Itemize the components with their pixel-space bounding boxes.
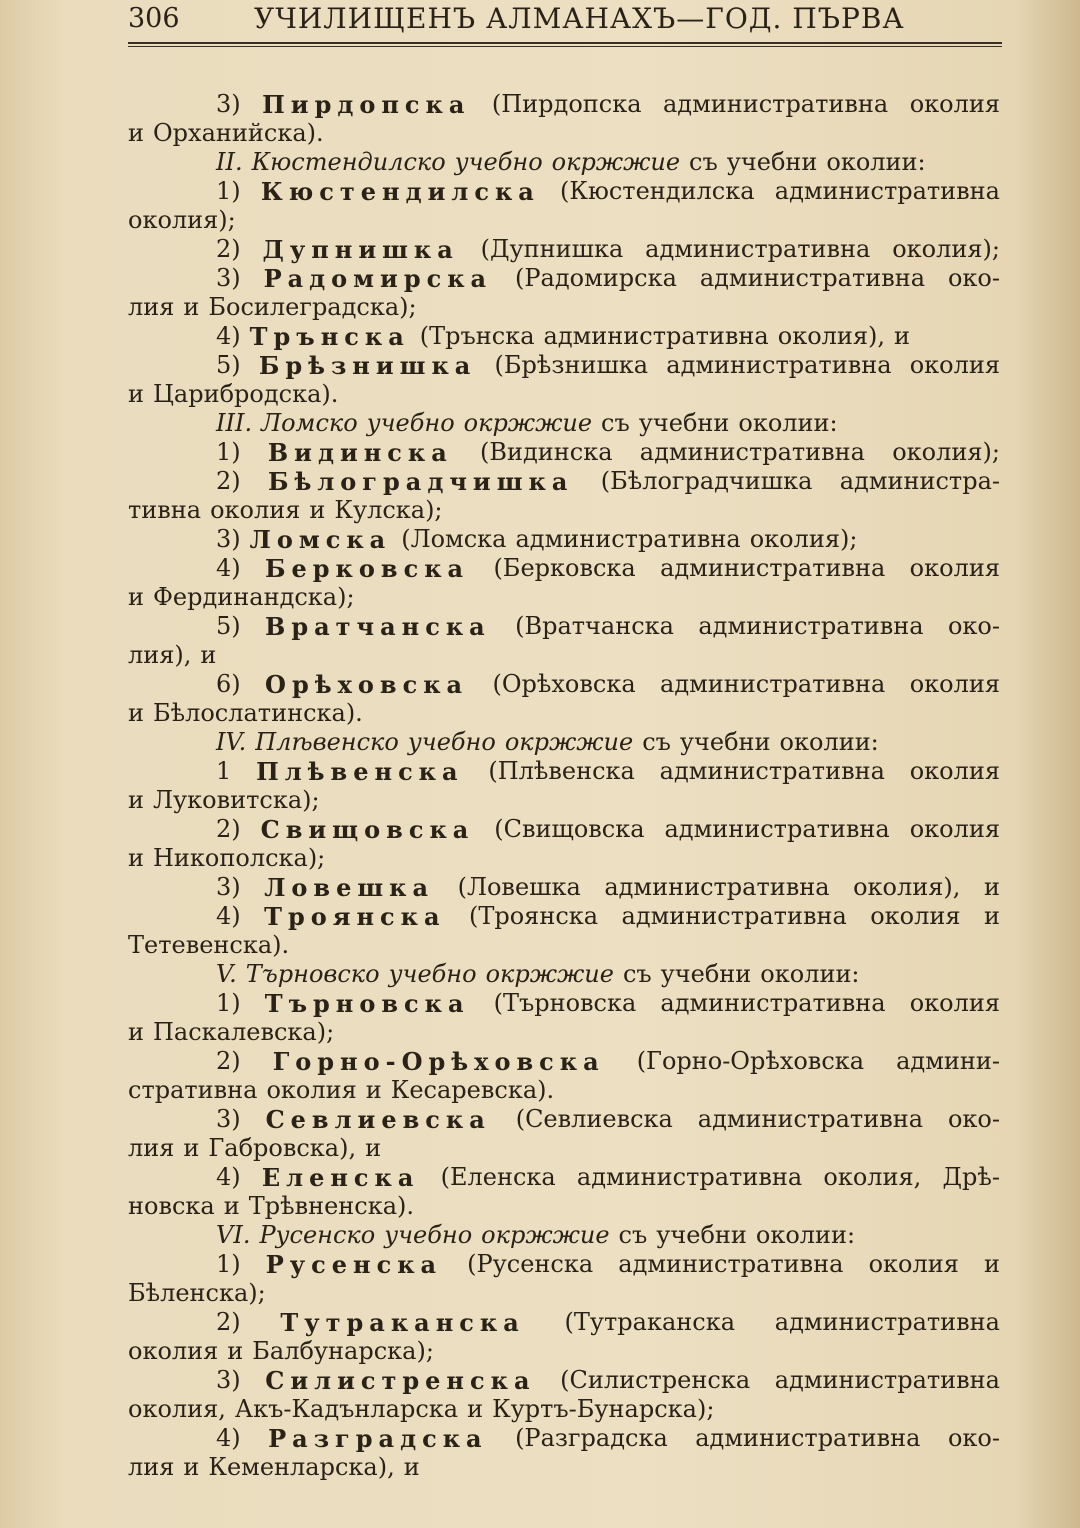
text-word: и [894, 322, 911, 350]
text-word: административна [774, 1308, 1000, 1336]
text-word: и [128, 844, 144, 872]
text-word: учебни [726, 148, 818, 176]
text-line [128, 177, 1000, 206]
text-line [128, 351, 1000, 380]
text-word: административна [699, 264, 926, 292]
text-word: (Пирдопска [491, 90, 642, 118]
text-line [128, 931, 1000, 960]
district-name: Ломска [249, 525, 392, 554]
text-word: Кесаревска). [390, 1076, 555, 1104]
region-heading-word: окржжие [463, 409, 593, 437]
text-word: и [128, 786, 144, 814]
text-line [128, 1047, 1000, 1076]
text-line [128, 467, 1000, 496]
text-word: околия); [128, 206, 236, 234]
text-line [128, 1453, 1000, 1482]
text-line [128, 873, 1000, 902]
text-word: Царибродска). [153, 380, 339, 408]
text-word: (Троянска [469, 902, 599, 930]
text-word: 4) [216, 1424, 241, 1452]
text-word: Никополска); [153, 844, 326, 872]
text-word: учебни [679, 728, 771, 756]
text-word: Дрѣ- [942, 1163, 1000, 1191]
text-word: (Горно-Орѣховска [636, 1047, 865, 1075]
text-word: и [200, 641, 217, 669]
text-word: и [983, 902, 1000, 930]
text-line [128, 235, 1000, 264]
district-name: Берковска [265, 554, 470, 583]
text-word: 2) [216, 467, 241, 495]
text-line [128, 1279, 1000, 1308]
text-word: око- [947, 1424, 1000, 1452]
district-name: Троянска [264, 902, 446, 931]
district-name: Русенска [265, 1250, 443, 1279]
text-word: Габровска), [208, 1134, 357, 1162]
text-word: новска [128, 1192, 215, 1220]
district-name: Горно-Орѣховска [272, 1047, 605, 1076]
text-word: (Кюстендилска [560, 177, 755, 205]
text-word: 1) [216, 989, 241, 1017]
text-word: околия [909, 757, 1000, 785]
text-word: Босилеградска); [208, 293, 417, 321]
text-word: админи- [896, 1047, 1000, 1075]
text-line [128, 699, 1000, 728]
text-line [128, 322, 1000, 351]
text-word: административна [698, 612, 924, 640]
text-word: 2) [216, 1047, 241, 1075]
text-word: (Търновска [493, 989, 637, 1017]
text-word: администра- [839, 467, 1000, 495]
district-name: Видинска [267, 438, 453, 467]
text-word: учебни [656, 1221, 747, 1249]
district-name: Вратчанска [265, 612, 491, 641]
text-word: околия, [823, 1163, 922, 1191]
text-line [128, 1337, 1000, 1366]
text-word: Бѣленска); [128, 1279, 266, 1307]
text-word: 4) [216, 554, 241, 582]
district-name: Еленска [261, 1163, 420, 1192]
text-word: съ [642, 728, 671, 756]
text-word: 2) [216, 235, 241, 263]
text-line [128, 380, 1000, 409]
text-word: околии: [738, 409, 838, 437]
text-word: околии: [826, 148, 926, 176]
text-line [128, 1163, 1000, 1192]
text-word: околия), [853, 873, 961, 901]
text-word: съ [689, 148, 718, 176]
text-word: 1) [216, 1250, 241, 1278]
text-word: административна [664, 815, 890, 843]
text-word: и [983, 1250, 1000, 1278]
text-word: административна [666, 351, 892, 379]
text-line [128, 438, 1000, 467]
text-line [128, 960, 1000, 989]
text-word: административна [645, 235, 871, 263]
text-word: (Вратчанска [515, 612, 674, 640]
text-word: Бѣлослатинска). [153, 699, 363, 727]
text-word: и [309, 496, 326, 524]
text-line [128, 583, 1000, 612]
text-word: и [128, 1018, 144, 1046]
text-word: лия), [128, 641, 192, 669]
text-word: и [128, 380, 144, 408]
running-title: УЧИЛИЩЕНЪ АЛМАНАХЪ—ГОД. ПЪРВА [254, 1, 905, 35]
text-word: административна [697, 1105, 924, 1133]
text-word: (Еленска [440, 1163, 556, 1191]
text-line [128, 1308, 1000, 1337]
text-line [128, 757, 1000, 786]
text-word: стративна [128, 1076, 258, 1104]
district-name: Пирдопска [262, 90, 471, 119]
text-word: 1) [216, 438, 241, 466]
text-word: околии: [779, 728, 879, 756]
text-line [128, 119, 1000, 148]
region-heading-word: окржжие [481, 1221, 610, 1249]
district-name: Плѣвенска [256, 757, 464, 786]
text-word: Балбунарска); [252, 1337, 434, 1365]
text-line [128, 409, 1000, 438]
text-word: административна [774, 177, 1000, 205]
district-name: Свищовска [260, 815, 475, 844]
region-heading-word: V. [216, 960, 237, 988]
text-line [128, 1250, 1000, 1279]
text-word: административна [639, 438, 865, 466]
text-word: (Брѣзнишка [494, 351, 649, 379]
text-word: административна [621, 902, 847, 930]
text-line [128, 1395, 1000, 1424]
text-word: лия [128, 1134, 175, 1162]
text-line [128, 989, 1000, 1018]
text-word: и [128, 583, 144, 611]
region-heading-word: учебно [407, 728, 496, 756]
text-word: и [183, 1134, 200, 1162]
text-word: административна [515, 525, 741, 553]
region-heading-word: учебно [384, 1221, 473, 1249]
text-word: 3) [216, 525, 241, 553]
text-word: (Орѣховска [492, 670, 636, 698]
text-line [128, 1221, 1000, 1250]
district-name: Радомирска [263, 264, 493, 293]
region-heading-word: окржжие [485, 960, 614, 988]
region-heading-word: учебно [454, 148, 543, 176]
text-word: (Радомирска [515, 264, 677, 292]
text-line [128, 844, 1000, 873]
text-word: 5) [216, 351, 241, 379]
text-word: (Ловешка [457, 873, 581, 901]
text-word: околия [909, 815, 1000, 843]
text-word: (Тутраканска [564, 1308, 736, 1336]
text-word: и [128, 119, 144, 147]
text-word: околии: [760, 960, 860, 988]
text-word: съ [601, 409, 630, 437]
text-word: околия); [892, 438, 1000, 466]
text-word: Кеменларска), [208, 1453, 395, 1481]
district-name: Ловешка [264, 873, 435, 902]
text-word: (Силистренска [560, 1366, 751, 1394]
text-word: околия [266, 1076, 357, 1104]
text-word: око- [947, 612, 1000, 640]
page-header [128, 0, 1002, 36]
text-word: околия [909, 554, 1000, 582]
region-heading-word: III. [216, 409, 253, 437]
text-line [128, 525, 1000, 554]
text-word: 4) [216, 902, 241, 930]
text-word: око- [947, 264, 1000, 292]
text-word: и [183, 1453, 200, 1481]
text-word: (Разградска [515, 1424, 668, 1452]
text-word: (Видинска [480, 438, 613, 466]
region-heading-word: окржжие [551, 148, 681, 176]
text-word: (Берковска [493, 554, 636, 582]
district-name: Кюстендилска [260, 177, 540, 206]
page-number: 306 [128, 2, 180, 34]
text-word: 2) [216, 815, 241, 843]
region-heading-word: Кюстендилско [251, 148, 446, 176]
text-word: Акъ-Кадънларска [234, 1395, 459, 1423]
text-word: (Ломска [401, 525, 507, 553]
text-line [128, 670, 1000, 699]
region-heading-word: II. [216, 148, 243, 176]
text-word: (Русенска [467, 1250, 594, 1278]
district-name: Трънска [249, 322, 410, 351]
text-word: административна [774, 1366, 1000, 1394]
text-word: 3) [216, 1366, 241, 1394]
text-line [128, 641, 1000, 670]
text-word: околия [909, 90, 1000, 118]
text-line [128, 1076, 1000, 1105]
district-name: Разградска [268, 1424, 488, 1453]
text-word: околии: [755, 1221, 856, 1249]
text-word: и [223, 1192, 240, 1220]
text-line [128, 148, 1000, 177]
district-name: Търновска [264, 989, 470, 1018]
text-line [128, 264, 1000, 293]
text-word: административна [660, 670, 886, 698]
text-word: Тетевенска). [128, 931, 290, 959]
text-word: учебни [638, 409, 730, 437]
text-word: 6) [216, 670, 241, 698]
text-line [128, 1366, 1000, 1395]
text-word: околия [868, 1250, 959, 1278]
text-word: околия); [892, 235, 1000, 263]
text-word: административна [659, 757, 885, 785]
text-line [128, 728, 1000, 757]
text-word: околия [870, 902, 961, 930]
region-heading-word: Ломско [261, 409, 358, 437]
region-heading-word: Търновско [245, 960, 380, 988]
district-name: Брѣзнишка [258, 351, 477, 380]
page-body [128, 90, 1000, 1482]
region-heading-word: окржжие [504, 728, 634, 756]
text-word: и [183, 293, 200, 321]
district-name: Орѣховска [265, 670, 469, 699]
text-word: Фердинандска); [153, 583, 355, 611]
text-word: административна [543, 322, 769, 350]
text-word: Орханийска). [153, 119, 324, 147]
text-word: (Свищовска [494, 815, 645, 843]
text-word: административна [695, 1424, 921, 1452]
text-word: околия [128, 1337, 219, 1365]
region-heading-word: учебно [366, 409, 455, 437]
text-word: и [403, 1453, 420, 1481]
text-word: Паскалевска); [153, 1018, 335, 1046]
text-word: 1) [216, 177, 241, 205]
text-line [128, 496, 1000, 525]
region-heading-word: Русенско [259, 1221, 376, 1249]
text-word: и [983, 873, 1000, 901]
text-line [128, 786, 1000, 815]
text-word: административна [660, 989, 886, 1017]
text-word: (Дупнишка [480, 235, 624, 263]
text-word: съ [618, 1221, 648, 1249]
district-name: Дупнишка [262, 235, 459, 264]
text-word: 1 [216, 757, 232, 785]
text-line [128, 1424, 1000, 1453]
text-word: (Севлиевска [515, 1105, 673, 1133]
text-word: (Трънска [419, 322, 535, 350]
text-word: 4) [216, 322, 241, 350]
text-word: околия [909, 351, 1000, 379]
text-word: 4) [216, 1163, 241, 1191]
text-word: 2) [216, 1308, 241, 1336]
text-word: административна [618, 1250, 844, 1278]
region-heading-word: VI. [216, 1221, 251, 1249]
text-word: околия); [749, 525, 858, 553]
text-line [128, 612, 1000, 641]
text-word: околия, [128, 1395, 226, 1423]
text-word: и [128, 699, 144, 727]
text-word: административна [660, 554, 886, 582]
text-word: 3) [216, 873, 241, 901]
text-word: 5) [216, 612, 241, 640]
text-word: и [227, 1337, 244, 1365]
district-name: Силистренска [265, 1366, 536, 1395]
text-word: Кулска); [334, 496, 443, 524]
text-line [128, 1192, 1000, 1221]
text-word: Луковитска); [153, 786, 320, 814]
text-word: тивна [128, 496, 202, 524]
text-word: лия [128, 1453, 175, 1481]
header-rule-top [128, 42, 1002, 44]
region-heading-word: Плѣвенско [255, 728, 399, 756]
text-line [128, 554, 1000, 583]
text-line [128, 1105, 1000, 1134]
region-heading-word: учебно [388, 960, 477, 988]
text-word: околия [909, 670, 1000, 698]
text-line [128, 1134, 1000, 1163]
text-word: околия), [777, 322, 886, 350]
text-word: Трѣвненска). [248, 1192, 415, 1220]
district-name: Тутраканска [280, 1308, 525, 1337]
header-rule-bottom [128, 46, 1002, 47]
text-word: околия [909, 989, 1000, 1017]
text-line [128, 815, 1000, 844]
text-word: 3) [216, 1105, 241, 1133]
district-name: Бѣлоградчишка [267, 467, 574, 496]
text-word: съ [622, 960, 652, 988]
text-word: учебни [660, 960, 752, 988]
text-word: Куртъ-Бунарска); [492, 1395, 715, 1423]
text-line [128, 206, 1000, 235]
text-word: (Плѣвенска [488, 757, 635, 785]
district-name: Севлиевска [265, 1105, 491, 1134]
text-line [128, 1018, 1000, 1047]
text-word: 3) [216, 264, 241, 292]
text-line [128, 902, 1000, 931]
text-word: и [365, 1134, 382, 1162]
text-word: и [467, 1395, 484, 1423]
text-word: (Бѣлоградчишка [600, 467, 813, 495]
text-line [128, 293, 1000, 322]
text-word: административна [662, 90, 889, 118]
text-word: око- [947, 1105, 1000, 1133]
text-line [128, 90, 1000, 119]
text-word: и [365, 1076, 382, 1104]
text-word: 3) [216, 90, 241, 118]
text-word: административна [576, 1163, 803, 1191]
text-word: административна [604, 873, 830, 901]
region-heading-word: IV. [216, 728, 247, 756]
text-word: лия [128, 293, 175, 321]
text-word: околия [210, 496, 301, 524]
